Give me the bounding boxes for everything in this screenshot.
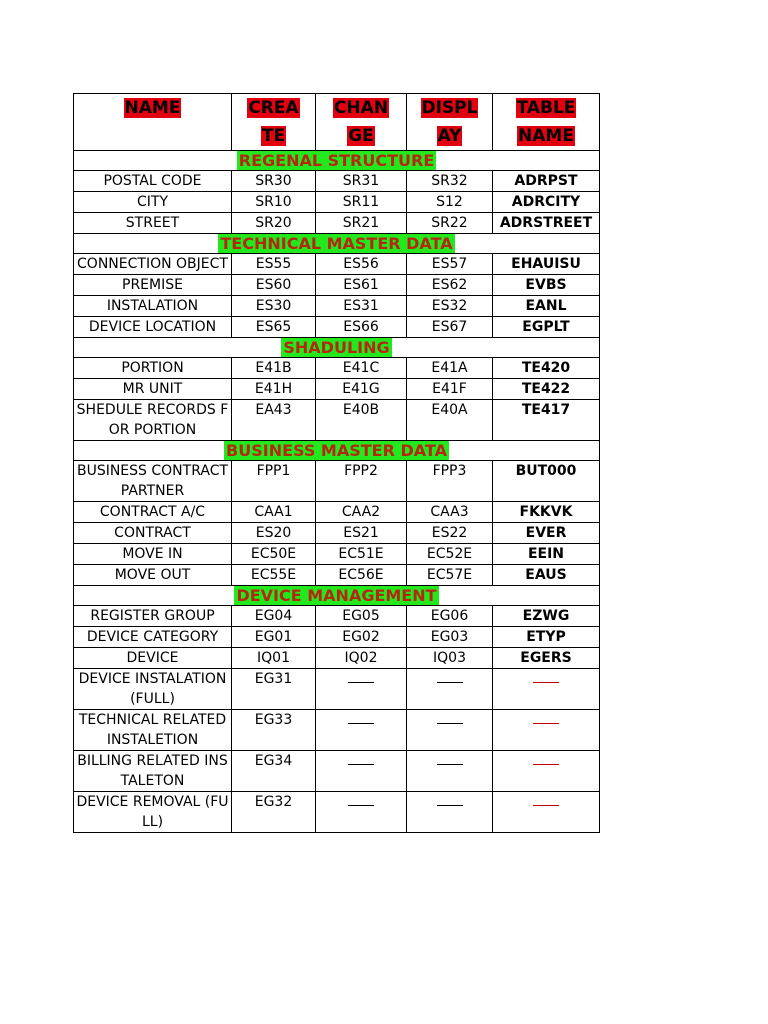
section-title: DEVICE MANAGEMENT bbox=[236, 586, 437, 605]
cell-name: DEVICE REMOVAL (FULL) bbox=[74, 792, 232, 833]
section-cell bbox=[74, 151, 600, 171]
section-cell bbox=[74, 234, 600, 254]
section-title: SHADULING bbox=[283, 338, 390, 357]
cell-display bbox=[407, 751, 493, 792]
cell-display: EC52E bbox=[407, 544, 493, 565]
empty-dash bbox=[348, 674, 374, 683]
cell-table: TE420 bbox=[493, 358, 600, 379]
cell-table: EANL bbox=[493, 296, 600, 317]
cell-table: ETYP bbox=[493, 627, 600, 648]
table-row bbox=[74, 627, 600, 648]
cell-display: SR32 bbox=[407, 171, 493, 192]
cell-create: EG01 bbox=[232, 627, 316, 648]
section-cell bbox=[74, 441, 600, 461]
cell-name: REGISTER GROUP bbox=[74, 606, 232, 627]
cell-display: E41A bbox=[407, 358, 493, 379]
empty-dash bbox=[437, 715, 463, 724]
table-row bbox=[74, 669, 600, 710]
table-row bbox=[74, 400, 600, 441]
cell-display: SR22 bbox=[407, 213, 493, 234]
section-title: BUSINESS MASTER DATA bbox=[226, 441, 447, 460]
cell-change bbox=[316, 669, 407, 710]
cell-change: SR31 bbox=[316, 171, 407, 192]
header-change-line2: GE bbox=[348, 126, 374, 146]
cell-change: SR21 bbox=[316, 213, 407, 234]
cell-create: SR30 bbox=[232, 171, 316, 192]
cell-table: ADRSTREET bbox=[493, 213, 600, 234]
header-table-name-cell bbox=[493, 94, 600, 151]
cell-create: CAA1 bbox=[232, 502, 316, 523]
empty-dash bbox=[437, 797, 463, 806]
section-row bbox=[74, 234, 600, 254]
cell-display: E40A bbox=[407, 400, 493, 441]
empty-dash bbox=[437, 674, 463, 683]
section-cell bbox=[74, 338, 600, 358]
cell-display: S12 bbox=[407, 192, 493, 213]
header-table-line1: TABLE bbox=[516, 98, 576, 118]
cell-create: EG31 bbox=[232, 669, 316, 710]
header-row bbox=[74, 94, 600, 151]
cell-table: ADRPST bbox=[493, 171, 600, 192]
header-display-cell bbox=[407, 94, 493, 151]
cell-create: EA43 bbox=[232, 400, 316, 441]
empty-dash bbox=[348, 797, 374, 806]
cell-create: EC55E bbox=[232, 565, 316, 586]
cell-display bbox=[407, 669, 493, 710]
table-row bbox=[74, 751, 600, 792]
cell-table: EGPLT bbox=[493, 317, 600, 338]
cell-change: IQ02 bbox=[316, 648, 407, 669]
cell-display: EC57E bbox=[407, 565, 493, 586]
header-change-line1: CHAN bbox=[333, 98, 389, 118]
table-row bbox=[74, 606, 600, 627]
section-row bbox=[74, 586, 600, 606]
table-row bbox=[74, 296, 600, 317]
cell-name: INSTALATION bbox=[74, 296, 232, 317]
cell-change: ES31 bbox=[316, 296, 407, 317]
cell-change bbox=[316, 792, 407, 833]
cell-change: EG05 bbox=[316, 606, 407, 627]
empty-dash bbox=[348, 715, 374, 724]
cell-create: EG04 bbox=[232, 606, 316, 627]
cell-table: EGERS bbox=[493, 648, 600, 669]
table-row bbox=[74, 502, 600, 523]
cell-create: SR20 bbox=[232, 213, 316, 234]
table-row bbox=[74, 544, 600, 565]
section-row bbox=[74, 441, 600, 461]
cell-display: ES32 bbox=[407, 296, 493, 317]
cell-name: DEVICE bbox=[74, 648, 232, 669]
cell-change: E40B bbox=[316, 400, 407, 441]
cell-change bbox=[316, 710, 407, 751]
header-create-cell bbox=[232, 94, 316, 151]
cell-create: ES20 bbox=[232, 523, 316, 544]
cell-name: POSTAL CODE bbox=[74, 171, 232, 192]
table-row bbox=[74, 648, 600, 669]
table-row bbox=[74, 565, 600, 586]
cell-display: CAA3 bbox=[407, 502, 493, 523]
cell-display: ES67 bbox=[407, 317, 493, 338]
cell-table: BUT000 bbox=[493, 461, 600, 502]
table-row bbox=[74, 317, 600, 338]
cell-create: EG32 bbox=[232, 792, 316, 833]
empty-dash bbox=[437, 756, 463, 765]
cell-change: ES61 bbox=[316, 275, 407, 296]
header-change-cell bbox=[316, 94, 407, 151]
cell-table: EVBS bbox=[493, 275, 600, 296]
table-row bbox=[74, 523, 600, 544]
cell-change: FPP2 bbox=[316, 461, 407, 502]
cell-table bbox=[493, 669, 600, 710]
section-row bbox=[74, 338, 600, 358]
cell-table: TE422 bbox=[493, 379, 600, 400]
cell-name: STREET bbox=[74, 213, 232, 234]
section-title: TECHNICAL MASTER DATA bbox=[220, 234, 453, 253]
empty-dash bbox=[533, 715, 559, 724]
cell-display bbox=[407, 710, 493, 751]
section-title: REGENAL STRUCTURE bbox=[238, 151, 435, 170]
header-display-line2: AY bbox=[437, 126, 462, 146]
cell-display: ES57 bbox=[407, 254, 493, 275]
cell-change: EG02 bbox=[316, 627, 407, 648]
empty-dash bbox=[533, 797, 559, 806]
cell-name: MOVE IN bbox=[74, 544, 232, 565]
table-row bbox=[74, 192, 600, 213]
cell-name: BILLING RELATED INSTALETON bbox=[74, 751, 232, 792]
cell-name: CONNECTION OBJECT bbox=[74, 254, 232, 275]
section-row bbox=[74, 151, 600, 171]
cell-create: IQ01 bbox=[232, 648, 316, 669]
cell-table: EAUS bbox=[493, 565, 600, 586]
header-table-line2: NAME bbox=[518, 126, 574, 146]
cell-create: ES55 bbox=[232, 254, 316, 275]
cell-change bbox=[316, 751, 407, 792]
cell-table: EVER bbox=[493, 523, 600, 544]
header-display-line1: DISPL bbox=[421, 98, 478, 118]
cell-create: E41H bbox=[232, 379, 316, 400]
cell-change: EC56E bbox=[316, 565, 407, 586]
cell-display: E41F bbox=[407, 379, 493, 400]
cell-create: ES65 bbox=[232, 317, 316, 338]
sap-transaction-table bbox=[73, 93, 600, 833]
cell-display: FPP3 bbox=[407, 461, 493, 502]
cell-change: ES56 bbox=[316, 254, 407, 275]
section-cell bbox=[74, 586, 600, 606]
empty-dash bbox=[533, 674, 559, 683]
cell-name: PREMISE bbox=[74, 275, 232, 296]
cell-name: CITY bbox=[74, 192, 232, 213]
cell-table: EZWG bbox=[493, 606, 600, 627]
cell-display bbox=[407, 792, 493, 833]
cell-table bbox=[493, 710, 600, 751]
cell-change: SR11 bbox=[316, 192, 407, 213]
cell-display: ES62 bbox=[407, 275, 493, 296]
cell-name: DEVICE CATEGORY bbox=[74, 627, 232, 648]
cell-name: CONTRACT bbox=[74, 523, 232, 544]
cell-name: DEVICE INSTALATION(FULL) bbox=[74, 669, 232, 710]
cell-name: SHEDULE RECORDS FOR PORTION bbox=[74, 400, 232, 441]
header-create-line1: CREA bbox=[248, 98, 299, 118]
cell-change: EC51E bbox=[316, 544, 407, 565]
cell-display: EG03 bbox=[407, 627, 493, 648]
cell-create: SR10 bbox=[232, 192, 316, 213]
cell-name: BUSINESS CONTRACT PARTNER bbox=[74, 461, 232, 502]
cell-change: ES66 bbox=[316, 317, 407, 338]
empty-dash bbox=[348, 756, 374, 765]
table-row bbox=[74, 171, 600, 192]
cell-create: ES30 bbox=[232, 296, 316, 317]
cell-table: TE417 bbox=[493, 400, 600, 441]
table-row bbox=[74, 213, 600, 234]
cell-display: IQ03 bbox=[407, 648, 493, 669]
cell-table: EEIN bbox=[493, 544, 600, 565]
header-name: NAME bbox=[124, 98, 181, 118]
table-row bbox=[74, 792, 600, 833]
cell-table: ADRCITY bbox=[493, 192, 600, 213]
table-row bbox=[74, 358, 600, 379]
cell-change: CAA2 bbox=[316, 502, 407, 523]
cell-name: PORTION bbox=[74, 358, 232, 379]
empty-dash bbox=[533, 756, 559, 765]
cell-name: MOVE OUT bbox=[74, 565, 232, 586]
cell-table bbox=[493, 792, 600, 833]
cell-create: ES60 bbox=[232, 275, 316, 296]
cell-name: CONTRACT A/C bbox=[74, 502, 232, 523]
cell-change: E41G bbox=[316, 379, 407, 400]
cell-name: TECHNICAL RELATED INSTALETION bbox=[74, 710, 232, 751]
header-name-cell bbox=[74, 94, 232, 151]
table-row bbox=[74, 379, 600, 400]
table-row bbox=[74, 710, 600, 751]
cell-table: EHAUISU bbox=[493, 254, 600, 275]
cell-table bbox=[493, 751, 600, 792]
cell-table: FKKVK bbox=[493, 502, 600, 523]
cell-change: ES21 bbox=[316, 523, 407, 544]
table-row bbox=[74, 461, 600, 502]
cell-create: E41B bbox=[232, 358, 316, 379]
cell-name: MR UNIT bbox=[74, 379, 232, 400]
cell-display: ES22 bbox=[407, 523, 493, 544]
table-body bbox=[74, 94, 600, 833]
cell-create: FPP1 bbox=[232, 461, 316, 502]
cell-create: EG33 bbox=[232, 710, 316, 751]
cell-change: E41C bbox=[316, 358, 407, 379]
cell-display: EG06 bbox=[407, 606, 493, 627]
table-row bbox=[74, 254, 600, 275]
cell-create: EC50E bbox=[232, 544, 316, 565]
header-create-line2: TE bbox=[261, 126, 286, 146]
table-row bbox=[74, 275, 600, 296]
cell-create: EG34 bbox=[232, 751, 316, 792]
cell-name: DEVICE LOCATION bbox=[74, 317, 232, 338]
